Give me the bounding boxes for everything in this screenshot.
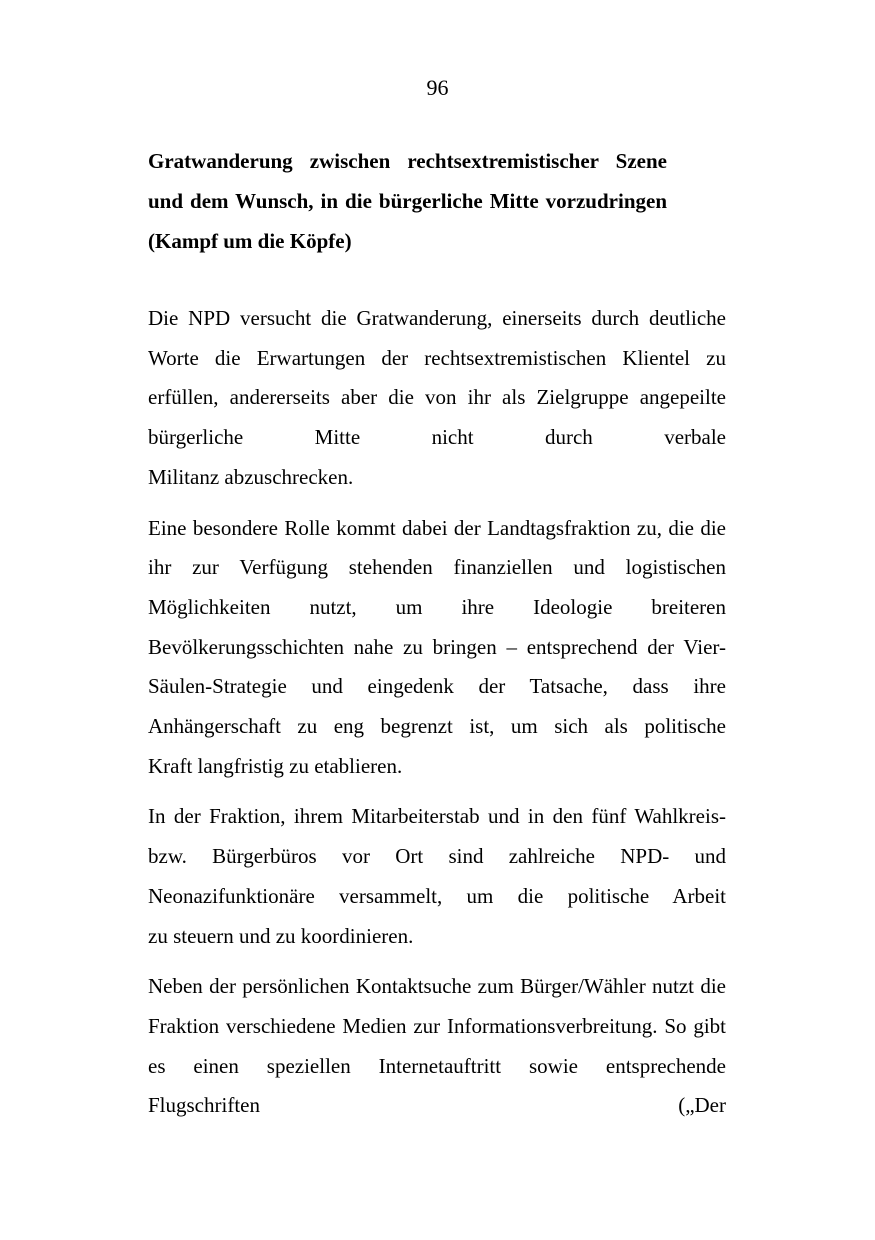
- paragraph-text: In der Fraktion, ihrem Mitarbeiterstab und in den fünf Wahlkreis- bzw. Bürgerbüros vor Ort sind zahlreiche NPD- und Neonazifunktionäre versammelt, um die politische Arbeit: [148, 804, 726, 908]
- paragraph: [148, 299, 726, 498]
- paragraph: [148, 509, 726, 787]
- paragraph-last-line: Militanz abzuschrecken.: [148, 464, 354, 489]
- body-text: [148, 299, 726, 1137]
- paragraph-text: Neben der persönlichen Kontaktsuche zum Bürger/Wähler nutzt die Fraktion verschiedene Medien zur Informationsverbreitung. So gibt es einen speziellen Internetauftritt sowie entsprechende Flugschriften („Der: [148, 974, 726, 1118]
- paragraph-last-line: Kraft langfristig zu etablieren.: [148, 753, 403, 778]
- paragraph: [148, 797, 726, 956]
- paragraph: [148, 967, 726, 1126]
- section-heading: Gratwanderung zwischen rechtsextremistischer Szene und dem Wunsch, in die bürgerliche Mitte vorzudringen (Kampf um die Köpfe): [148, 149, 667, 253]
- paragraph-last-line: zu steuern und zu koordinieren.: [148, 923, 414, 948]
- paragraph-text: Die NPD versucht die Gratwanderung, einerseits durch deutliche Worte die Erwartungen der rechtsextremistischen Klientel zu erfüllen, andererseits aber die von ihr als Zielgruppe angepeilte bürgerliche Mitte nicht durch verbale: [148, 306, 726, 450]
- page-number: 96: [426, 75, 449, 100]
- paragraph-text: Eine besondere Rolle kommt dabei der Landtagsfraktion zu, die die ihr zur Verfügung stehenden finanziellen und logistischen Möglichkeiten nutzt, um ihre Ideologie breiteren Bevölkerungsschichten nahe zu bringen – entsprechend der Vier-Säulen-Strategie und eingedenk der Tatsache, dass ihre Anhängerschaft zu eng begrenzt ist, um sich als politische: [148, 515, 726, 739]
